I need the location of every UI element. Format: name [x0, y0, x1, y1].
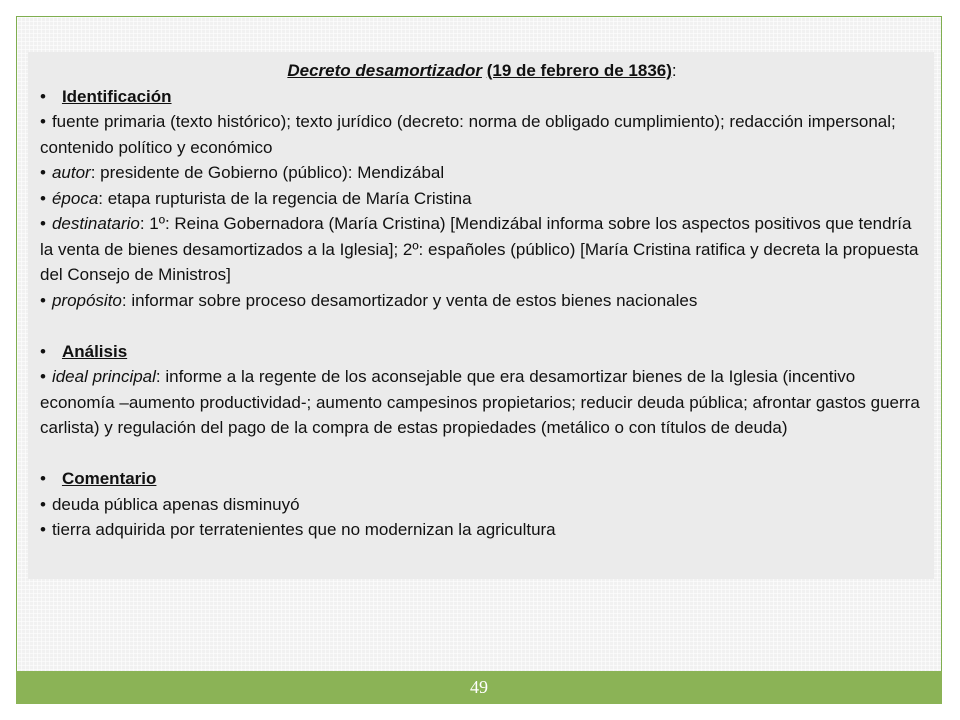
bullet-icon: • — [40, 520, 46, 539]
slide-title — [40, 58, 924, 84]
epoca-text: : etapa rupturista de la regencia de María Cristina — [98, 188, 472, 208]
comentario-item — [40, 492, 924, 518]
bullet-icon: • — [40, 86, 46, 106]
destinatario-item — [40, 211, 924, 288]
comentario-heading-row — [40, 466, 924, 492]
comentario-item-text: tierra adquirida por terratenientes que no modernizan la agricultura — [51, 520, 556, 539]
identificacion-heading-row — [40, 84, 924, 110]
autor-text: : presidente de Gobierno (público): Mendizábal — [90, 163, 445, 182]
autor-term: autor — [51, 163, 91, 182]
comentario-item — [40, 517, 924, 543]
fuente-item — [40, 109, 924, 160]
epoca-term: época — [51, 188, 99, 208]
bullet-icon: • — [40, 367, 46, 386]
analisis-heading: Análisis — [61, 341, 128, 361]
bullet-icon: • — [40, 188, 46, 208]
proposito-text: : informar sobre proceso desamortizador y venta de estos bienes nacionales — [121, 290, 698, 310]
analisis-heading-row — [40, 339, 924, 365]
bullet-icon: • — [40, 469, 46, 488]
text-block — [40, 58, 924, 543]
destinatario-term: destinatario — [51, 214, 140, 233]
autor-item — [40, 160, 924, 186]
bullet-icon: • — [40, 163, 46, 182]
bullet-icon: • — [40, 112, 46, 131]
title-suffix: : — [671, 61, 677, 80]
identificacion-heading: Identificación — [61, 86, 172, 106]
bullet-icon: • — [40, 290, 46, 310]
fuente-text: fuente primaria (texto histórico); texto jurídico (decreto: norma de obligado cumplimiento); redacción impersonal; contenido político y económico — [40, 112, 896, 157]
bullet-icon: • — [40, 214, 46, 233]
comentario-item-text: deuda pública apenas disminuyó — [51, 494, 300, 514]
comentario-heading: Comentario — [61, 469, 157, 488]
footer-bar — [16, 671, 942, 704]
bullet-icon: • — [40, 341, 46, 361]
epoca-item — [40, 186, 924, 212]
destinatario-text: : 1º: Reina Gobernadora (María Cristina) [Mendizábal informa sobre los aspectos positivos que tendría la venta de bienes desamortizados a la Iglesia]; 2º: españoles (público) [María Cristina ratifica y decreta la propuesta del Consejo de Ministros] — [40, 214, 919, 284]
title-decree: Decreto desamortizador — [287, 61, 482, 80]
proposito-term: propósito — [51, 290, 122, 310]
ideal-text: : informe a la regente de los aconsejable que era desamortizar bienes de la Iglesia (incentivo economía –aumento productividad-; aumento campesinos propietarios; reducir deuda pública; afrontar gastos guerra carlista) y regulación del pago de la compra de estas propiedades (metálico o con títulos de deuda) — [40, 367, 920, 437]
section-spacer — [40, 313, 924, 339]
proposito-item — [40, 288, 924, 314]
title-date: (19 de febrero de 1836) — [486, 61, 672, 80]
bullet-icon: • — [40, 494, 46, 514]
content-box — [28, 52, 934, 579]
page-number: 49 — [470, 677, 488, 697]
section-spacer — [40, 441, 924, 467]
ideal-term: ideal principal — [51, 367, 156, 386]
ideal-item — [40, 364, 924, 441]
